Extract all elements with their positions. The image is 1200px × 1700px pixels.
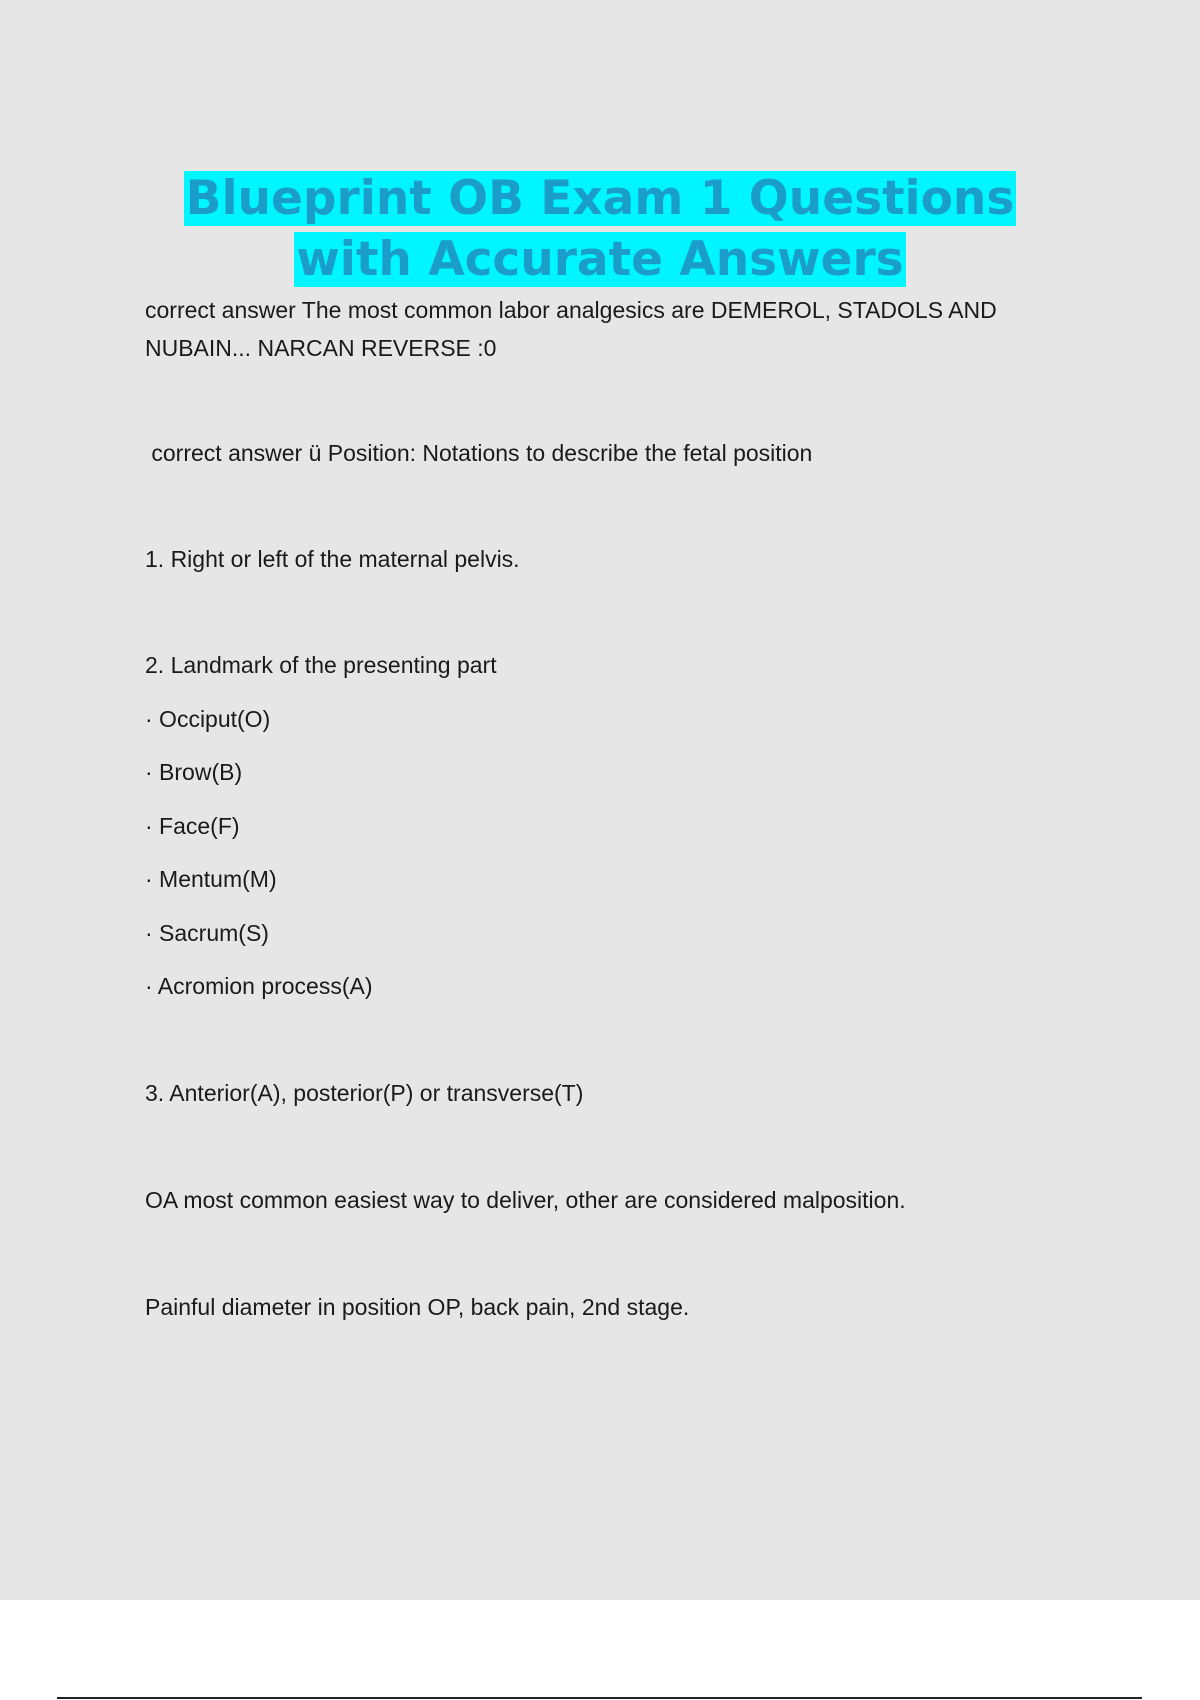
position-heading: correct answer ü Position: Notations to describe the fetal position xyxy=(145,440,813,466)
title-line-1: Blueprint OB Exam 1 Questions xyxy=(185,171,1015,226)
landmark-item: · Occiput(O) xyxy=(145,706,271,732)
landmark-item: · Acromion process(A) xyxy=(145,973,373,999)
position-item-3: 3. Anterior(A), posterior(P) or transverse(T) xyxy=(145,1080,584,1106)
position-item-1: 1. Right or left of the maternal pelvis. xyxy=(145,546,520,572)
analgesics-answer: correct answer The most common labor analgesics are DEMEROL, STADOLS AND NUBAIN... NARCAN REVERSE :0 xyxy=(145,297,997,361)
position-item-2: 2. Landmark of the presenting part xyxy=(145,652,497,678)
landmark-item: · Sacrum(S) xyxy=(145,920,269,946)
op-note: Painful diameter in position OP, back pain, 2nd stage. xyxy=(145,1294,690,1320)
document-title xyxy=(0,168,1200,290)
oa-note: OA most common easiest way to deliver, other are considered malposition. xyxy=(145,1187,906,1213)
landmark-item: · Face(F) xyxy=(145,813,240,839)
landmark-item: · Brow(B) xyxy=(145,759,243,785)
landmark-item: · Mentum(M) xyxy=(145,866,277,892)
footer-divider xyxy=(57,1697,1142,1699)
title-line-2: with Accurate Answers xyxy=(296,232,904,287)
